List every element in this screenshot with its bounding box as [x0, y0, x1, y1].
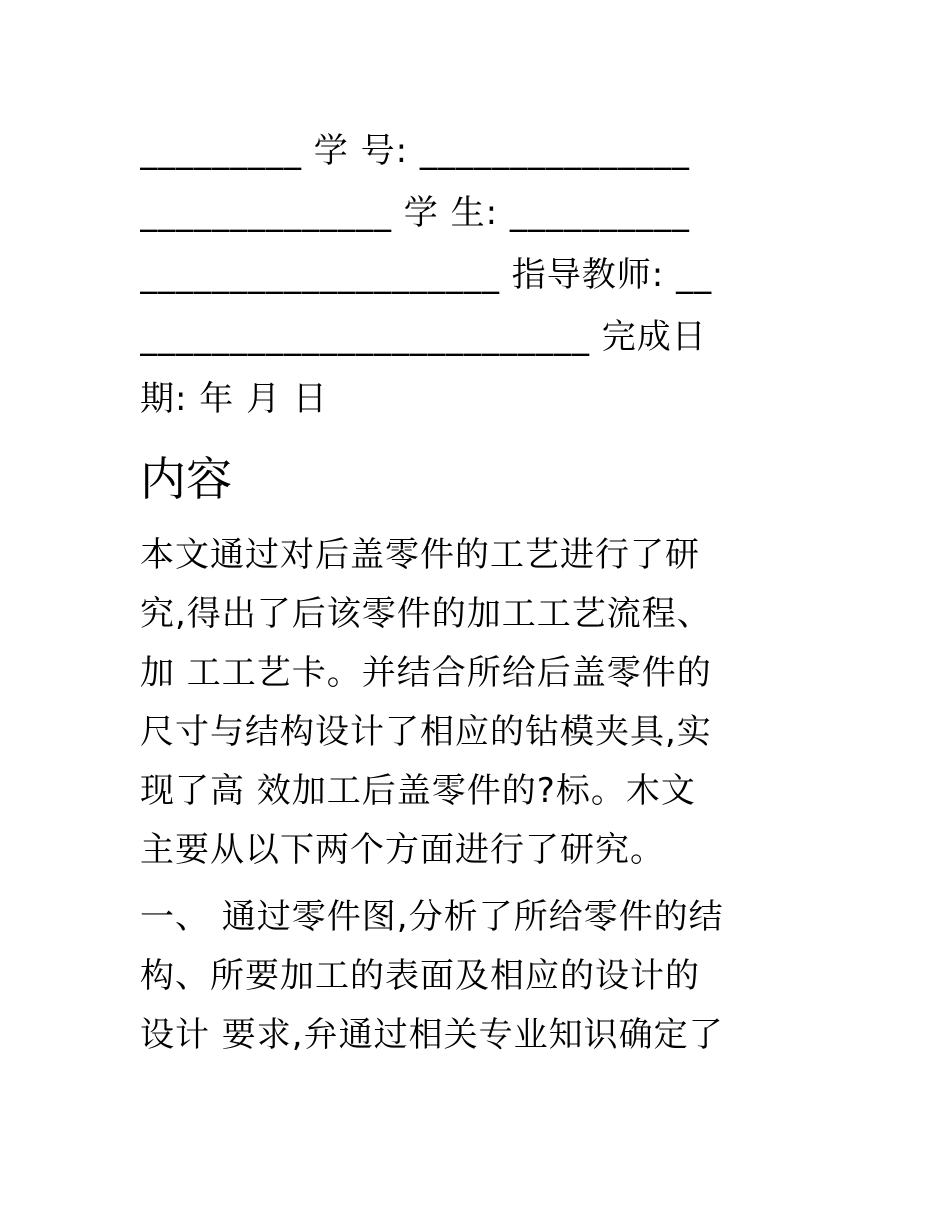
section-title: 内容 — [140, 452, 232, 506]
point-one-line: 一、 通过零件图,分析了所给零件的结 — [140, 897, 724, 937]
abstract-line: 加 工工艺卡。并结合所给后盖零件的 — [140, 653, 712, 693]
point-one-paragraph — [140, 888, 810, 1065]
cover-line-date: 期: 年 月 日 — [140, 379, 328, 419]
abstract-line: 本文通过对后盖零件的工艺进行了研 — [140, 535, 700, 575]
abstract-line: 究,得出了后该零件的加工工艺流程、 — [140, 594, 712, 634]
abstract-paragraph — [140, 526, 810, 880]
point-one-line: 设计 要求,弁通过相关专业知识确定了 — [140, 1015, 724, 1055]
cover-line-completion: _________________________ 完成日 — [140, 317, 707, 357]
cover-line-student-id: _________ 学 号: _______________ — [140, 131, 690, 171]
document-page — [140, 120, 810, 1065]
cover-line-advisor: ____________________ 指导教师: __ — [140, 255, 713, 295]
abstract-line: 现了高 效加工后盖零件的?标。木文 — [140, 771, 696, 811]
point-one-line: 构、所要加工的表面及相应的设计的 — [140, 956, 700, 996]
cover-line-student: ______________ 学 生: __________ — [140, 193, 690, 233]
abstract-line: 尺寸与结构设计了相应的钻模夹具,实 — [140, 712, 712, 752]
cover-info — [140, 120, 810, 430]
abstract-line: 主要从以下两个方面进行了研究。 — [140, 830, 665, 870]
